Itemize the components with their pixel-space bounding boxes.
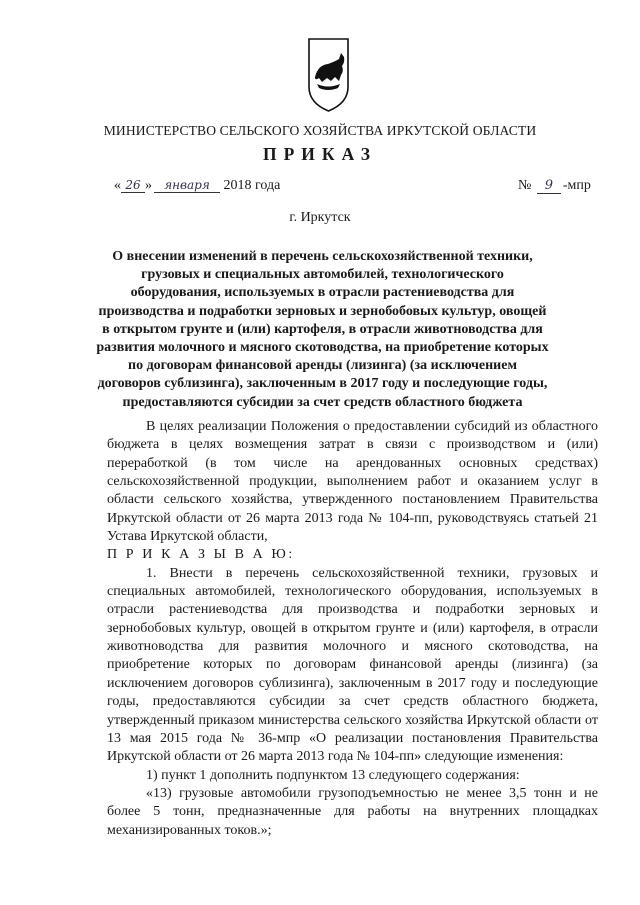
number-handwritten: 9 bbox=[537, 178, 561, 194]
date-month-handwritten: января bbox=[154, 178, 220, 193]
document-heading: О внесении изменений в перечень сельскохозяйственной техники, грузовых и специальных автомобилей, технологического оборудования, используемых в отрасли растениеводства для производства и подработки зерновых и зернобобовых культур, овощей в открытом грунте и (или) картофеля, в отрасли животноводства для развития молочного и мясного скотоводства, на приобретение которых по договорам финансовой аренды (лизинга) (за исключением договоров сублизинга), заключенным в 2017 году и последующие годы, предоставляются субсидии за счет средств областного бюджета bbox=[96, 249, 549, 410]
document-date bbox=[114, 178, 280, 194]
coat-of-arms-icon bbox=[306, 37, 351, 113]
date-close-quote: » bbox=[145, 178, 152, 193]
date-day-handwritten: 26 bbox=[121, 178, 145, 193]
number-suffix: -мпр bbox=[562, 178, 591, 193]
subitem-1-paragraph: 1) пункт 1 дополнить подпунктом 13 следующего содержания: bbox=[146, 767, 520, 783]
subitem-13-paragraph: «13) грузовые автомобили грузоподъемностью не менее 3,5 тонн и не более 5 тонн, предназначенные для работы на внутренних площадках механизированных токов.»; bbox=[107, 785, 598, 838]
date-open-quote: « bbox=[114, 178, 121, 193]
item-1-paragraph: 1. Внести в перечень сельскохозяйственной техники, грузовых и специальных автомобилей, технологического оборудования, используемых в отрасли растениеводства для производства и подработки зерновых и зернобобовых культур, овощей в открытом грунте и (или) картофеля, в отрасли животноводства для развития молочного и мясного скотоводства, на приобретение которых по договорам финансовой аренды (лизинга) (за исключением договоров сублизинга), заключенным в 2017 году и последующие годы, предоставляются субсидии за счет средств областного бюджета, утвержденный приказом министерства сельского хозяйства Иркутской области от 13 мая 2015 года № 36-мпр «О реализации постановления Правительства Иркутской области от 26 марта 2013 года № 104-пп» следующие изменения: bbox=[107, 565, 598, 765]
preamble-paragraph: В целях реализации Положения о предоставлении субсидий из областного бюджета в целях возмещения затрат в связи с производством и (или) переработкой (в том числе на арендованных основных средствах) сельскохозяйственной продукции, выполнением работ и оказанием услуг в области сельского хозяйства, утвержденного постановлением Правительства Иркутской области от 26 марта 2013 года № 104-пп, руководствуясь статьей 21 Устава Иркутской области, bbox=[107, 419, 598, 545]
document-body bbox=[107, 418, 598, 840]
ordering-clause: П Р И К А З Ы В А Ю: bbox=[107, 547, 295, 563]
city: г. Иркутск bbox=[289, 210, 351, 225]
ministry-name: МИНИСТЕРСТВО СЕЛЬСКОГО ХОЗЯЙСТВА ИРКУТСКОЙ ОБЛАСТИ bbox=[103, 123, 537, 138]
number-prefix: № bbox=[518, 178, 532, 193]
document-number bbox=[518, 178, 591, 194]
date-year: 2018 года bbox=[223, 178, 281, 193]
document-type-title: ПРИКАЗ bbox=[262, 144, 378, 164]
